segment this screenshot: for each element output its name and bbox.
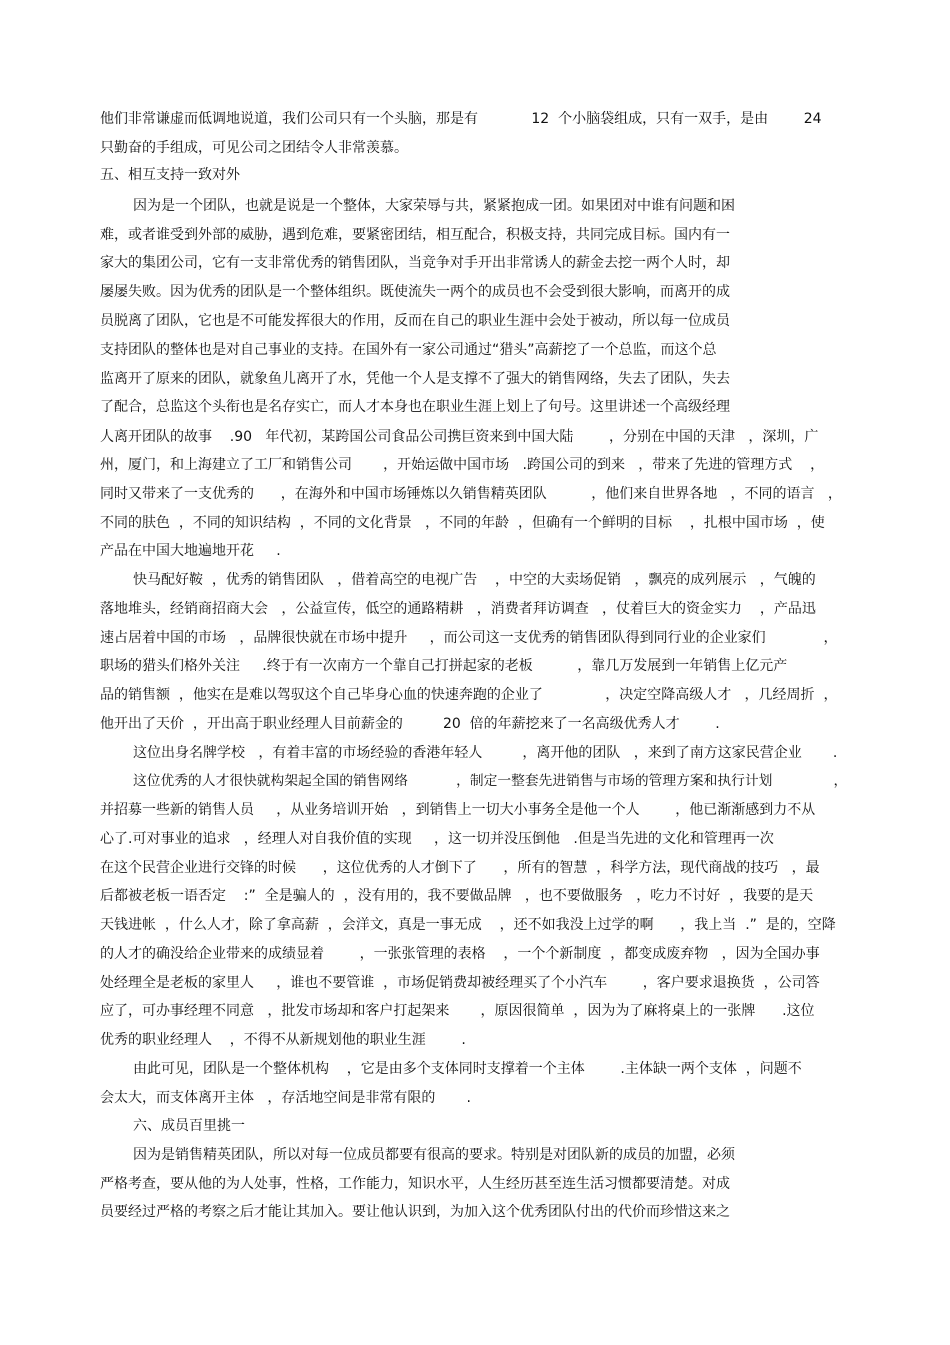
text-line: 严格考查，要从他的为人处事，性格，工作能力，知识水平，人生经历甚至连生活习惯都要清楚。对成	[100, 1176, 730, 1192]
text-line: 只勤奋的手组成，可见公司之团结令人非常羡慕。	[100, 140, 408, 156]
text-line: 落地堆头，经销商招商大会 ，公益宣传，低空的通路精耕 ，消费者拜访调查 ，仗着巨大的资金实力 ，产品迅	[100, 601, 816, 617]
text-line: 州，厦门，和上海建立了工厂和销售公司 ，开始运做中国市场 .跨国公司的到来 ，带来了先进的管理方式 ，	[100, 457, 825, 473]
text-line: 产品在中国大地遍地开花 .	[100, 543, 281, 559]
text-line: 品的销售额 ，他实在是难以驾驭这个自己毕身心血的快速奔跑的企业了 ，决定空降高级人才 ，几经周折 ，	[100, 687, 838, 703]
text-line: 了配合，总监这个头衔也是名存实亡，而人才本身也在职业生涯上划上了句号。这里讲述一个高级经理	[100, 399, 730, 415]
text-line: 员脱离了团队，它也是不可能发挥很大的作用，反而在自己的职业生涯中会处于被动，所以每一位成员	[100, 313, 730, 329]
text-line: 人离开团队的故事 .90 年代初，某跨国公司食品公司携巨资来到中国大陆 ，分别在中国的天津 ，深圳，广	[100, 429, 819, 445]
text-line: 同时又带来了一支优秀的 ，在海外和中国市场锤炼以久销售精英团队 ，他们来自世界各地 ，不同的语言 ，	[100, 486, 842, 502]
text-line: 因为是销售精英团队，所以对每一位成员都要有很高的要求。特别是对团队新的成员的加盟，必须	[133, 1147, 735, 1163]
text-line: 处经理全是老板的家里人 ，谁也不要管谁 ，市场促销费却被经理买了个小汽车 ，客户要求退换货 ，公司答	[100, 975, 820, 991]
text-line: 心了.可对事业的追求 ，经理人对自我价值的实现 ，这一切并没压倒他 .但是当先进的文化和管理再一次	[100, 831, 774, 847]
text-line: 监离开了原来的团队，就象鱼儿离开了水，凭他一个人是支撑不了强大的销售网络，失去了团队，失去	[100, 371, 730, 387]
text-line: 因为是一个团队，也就是说是一个整体，大家荣辱与共，紧紧抱成一团。如果团对中谁有问题和困	[133, 198, 735, 214]
text-line: 优秀的职业经理人 ，不得不从新规划他的职业生涯 .	[100, 1032, 466, 1048]
text-line: 速占居着中国的市场 ，品牌很快就在市场中提升 ，而公司这一支优秀的销售团队得到同行业的企业家们 ，	[100, 630, 838, 646]
text-line: 后都被老板一语否定 :” 全是骗人的 ，没有用的，我不要做品牌 ，也不要做服务 ，吃力不讨好 ，我要的是天	[100, 888, 814, 904]
text-line: 快马配好鞍 ，优秀的销售团队 ，借着高空的电视广告 ，中空的大卖场促销 ，飘亮的成列展示 ，气魄的	[133, 572, 816, 588]
section-heading: 六、成员百里挑一	[133, 1118, 245, 1134]
text-line: 难，或者谁受到外部的威胁，遇到危难，要紧密团结，相互配合，积极支持，共同完成目标。国内有一	[100, 227, 730, 243]
text-line: 并招募一些新的销售人员 ，从业务培训开始 ，到销售上一切大小事务全是他一个人 ，他已渐渐感到力不从	[100, 802, 816, 818]
text-line: 会太大，而支体离开主体 ，存活地空间是非常有限的 .	[100, 1090, 471, 1106]
text-line: 不同的肤色 ，不同的知识结构 ，不同的文化背景 ，不同的年龄 ，但确有一个鲜明的目标 ，扎根中国市场 ，使	[100, 515, 825, 531]
text-line: 应了，可办事经理不同意 ，批发市场却和客户打起架来 ，原因很简单 ，因为为了麻将桌上的一张牌 .这位	[100, 1003, 815, 1019]
text-line: 屡屡失败。因为优秀的团队是一个整体组织。既使流失一两个的成员也不会受到很大影响，而离开的成	[100, 284, 730, 300]
text-line: 在这个民营企业进行交锋的时候 ，这位优秀的人才倒下了 ，所有的智慧 ，科学方法，现代商战的技巧 ，最	[100, 860, 820, 876]
text-line: 这位出身名牌学校 ，有着丰富的市场经验的香港年轻人 ，离开他的团队 ，来到了南方这家民营企业 .	[133, 745, 838, 761]
text-line: 的人才的确没给企业带来的成绩显着 ，一张张管理的表格 ，一个个新制度 ，都变成废弃物 ，因为全国办事	[100, 946, 820, 962]
text-line: 支持团队的整体也是对自己事业的支持。在国外有一家公司通过“猎头”高薪挖了一个总监，而这个总	[100, 342, 717, 358]
section-heading: 五、相互支持一致对外	[100, 167, 240, 183]
text-line: 天钱进帐 ，什么人才，除了拿高薪 ，会洋文，真是一事无成 ，还不如我没上过学的啊 ，我上当 .” 是的，空降	[100, 917, 836, 933]
text-line: 他开出了天价 ，开出高于职业经理人目前薪金的 20 倍的年薪挖来了一名高级优秀人才 .	[100, 716, 720, 732]
text-line: 职场的猎头们格外关注 .终于有一次南方一个靠自己打拼起家的老板 ，靠几万发展到一年销售上亿元产	[100, 658, 788, 674]
text-line: 由此可见，团队是一个整体机构 ，它是由多个支体同时支撑着一个主体 .主体缺一两个支体 ，问题不	[133, 1061, 802, 1077]
text-line: 家大的集团公司，它有一支非常优秀的销售团队，当竞争对手开出非常诱人的薪金去挖一两个人时，却	[100, 255, 730, 271]
text-line: 他们非常谦虚而低调地说道，我们公司只有一个头脑，那是有 12 个小脑袋组成，只有一双手，是由 24	[100, 111, 822, 127]
text-line: 这位优秀的人才很快就构架起全国的销售网络 ，制定一整套先进销售与市场的管理方案和执行计划 ，	[133, 773, 848, 789]
text-line: 员要经过严格的考察之后才能让其加入。要让他认识到，为加入这个优秀团队付出的代价而珍惜这来之	[100, 1204, 730, 1220]
